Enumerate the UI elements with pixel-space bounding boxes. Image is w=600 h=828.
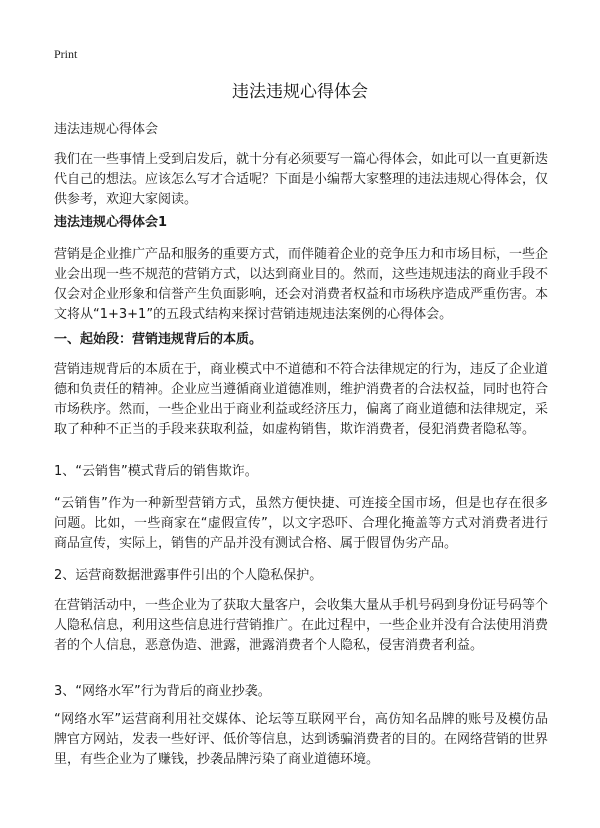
item-paragraph-2: 在营销活动中，一些企业为了获取大量客户，会收集大量从手机号码到身份证号码等个人隐私信息，利用这些信息进行营销推广。在此过程中，一些企业并没有合法使用消费者的个人信息，恶意伪造、泄露，泄露消费者个人隐私，侵害消费者利益。: [54, 598, 549, 653]
subtitle: 违法违规心得体会: [54, 122, 159, 137]
section-heading-1: 违法违规心得体会1: [54, 215, 168, 230]
intro-paragraph: 我们在一些事情上受到启发后，就十分有必须要写一篇心得体会，如此可以一直更新迭代自己的想法。应该怎么写才合适呢？下面是小编帮大家整理的违法违规心得体会，仅供参考，欢迎大家阅读。: [54, 152, 549, 207]
subsection-paragraph: 营销违规背后的本质在于，商业模式中不道德和不符合法律规定的行为，违反了企业道德和负责任的精神。企业应当遵循商业道德准则，维护消费者的合法权益，同时也符合市场秩序。然而，一些企业出于商业利益或经济压力，偏离了商业道德和法律规定，采取了种种不正当的手段来获取利益，如虚构销售，欺诈消费者，侵犯消费者隐私等。: [54, 362, 549, 437]
item-title-1: 1、“云销售”模式背后的销售欺诈。: [54, 464, 258, 479]
item-title-3: 3、“网络水军”行为背后的商业抄袭。: [54, 684, 271, 699]
subsection-heading: 一、起始段：营销违规背后的本质。: [54, 332, 263, 347]
section1-paragraph: 营销是企业推广产品和服务的重要方式，而伴随着企业的竞争压力和市场目标，一些企业会出现一些不规范的营销方式，以达到商业目的。然而，这些违规违法的商业手段不仅会对企业形象和信誉产生负面影响，还会对消费者权益和市场秩序造成严重伤害。本文将从“1+3+1”的五段式结构来探讨营销违规违法案例的心得体会。: [54, 247, 549, 322]
page-title: 违法违规心得体会: [232, 82, 368, 102]
item-title-2: 2、运营商数据泄露事件引出的个人隐私保护。: [54, 568, 323, 583]
print-link[interactable]: Print: [54, 47, 78, 61]
item-paragraph-3: “网络水军”运营商利用社交媒体、论坛等互联网平台，高仿知名品牌的账号及模仿品牌官方网站，发表一些好评、低价等信息，达到诱骗消费者的目的。在网络营销的世界里，有些企业为了赚钱，抄袭品牌污染了商业道德环境。: [54, 712, 549, 767]
item-paragraph-1: “云销售”作为一种新型营销方式，虽然方便快捷、可连接全国市场，但是也存在很多问题。比如，一些商家在“虚假宣传”，以文字恐吓、合理化掩盖等方式对消费者进行商品宣传，实际上，销售的产品并没有测试合格、属于假冒伪劣产品。: [54, 496, 548, 551]
